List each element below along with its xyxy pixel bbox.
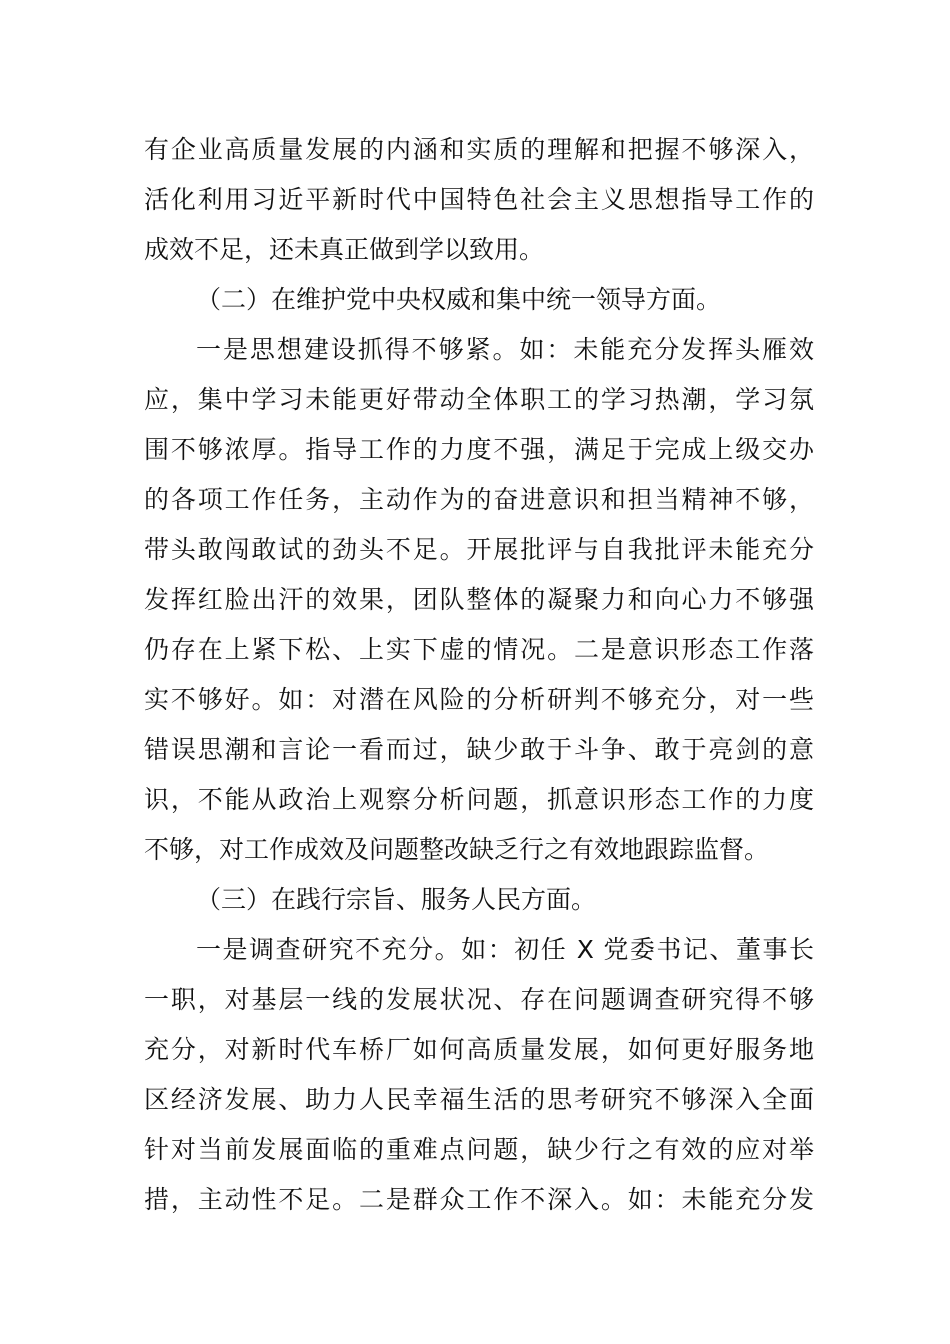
text-line: 有企业高质量发展的内涵和实质的理解和把握不够深入，	[144, 135, 814, 164]
text-line: 一职，对基层一线的发展状况、存在问题调查研究得不够	[144, 985, 814, 1014]
text-line: 活化利用习近平新时代中国特色社会主义思想指导工作的	[144, 185, 814, 214]
text-line: 带头敢闯敢试的劲头不足。开展批评与自我批评未能充分	[144, 535, 814, 564]
text-line: 区经济发展、助力人民幸福生活的思考研究不够深入全面	[144, 1085, 814, 1114]
text-line: 的各项工作任务，主动作为的奋进意识和担当精神不够，	[144, 485, 814, 514]
text-line: 围不够浓厚。指导工作的力度不强，满足于完成上级交办	[144, 435, 814, 464]
text-line: 一是调查研究不充分。如：初任 X 党委书记、董事长	[196, 935, 814, 964]
text-line: 一是思想建设抓得不够紧。如：未能充分发挥头雁效	[196, 335, 814, 364]
text-line: 针对当前发展面临的重难点问题，缺少行之有效的应对举	[144, 1135, 814, 1164]
text-line: 识，不能从政治上观察分析问题，抓意识形态工作的力度	[144, 785, 814, 814]
text-line: 发挥红脸出汗的效果，团队整体的凝聚力和向心力不够强	[144, 585, 814, 614]
text-line: 充分，对新时代车桥厂如何高质量发展，如何更好服务地	[144, 1035, 814, 1064]
text-line: （二）在维护党中央权威和集中统一领导方面。	[196, 285, 722, 314]
text-line: 实不够好。如：对潜在风险的分析研判不够充分，对一些	[144, 685, 814, 714]
text-line: 错误思潮和言论一看而过，缺少敢于斗争、敢于亮剑的意	[144, 735, 814, 764]
text-line: 成效不足，还未真正做到学以致用。	[144, 235, 545, 264]
text-line: 仍存在上紧下松、上实下虚的情况。二是意识形态工作落	[144, 635, 814, 664]
document-body	[144, 125, 814, 1225]
text-line: 应，集中学习未能更好带动全体职工的学习热潮，学习氛	[144, 385, 814, 414]
text-line: 不够，对工作成效及问题整改缺乏行之有效地跟踪监督。	[144, 835, 770, 864]
text-line: 措，主动性不足。二是群众工作不深入。如：未能充分发	[144, 1185, 814, 1214]
text-line: （三）在践行宗旨、服务人民方面。	[196, 885, 597, 914]
